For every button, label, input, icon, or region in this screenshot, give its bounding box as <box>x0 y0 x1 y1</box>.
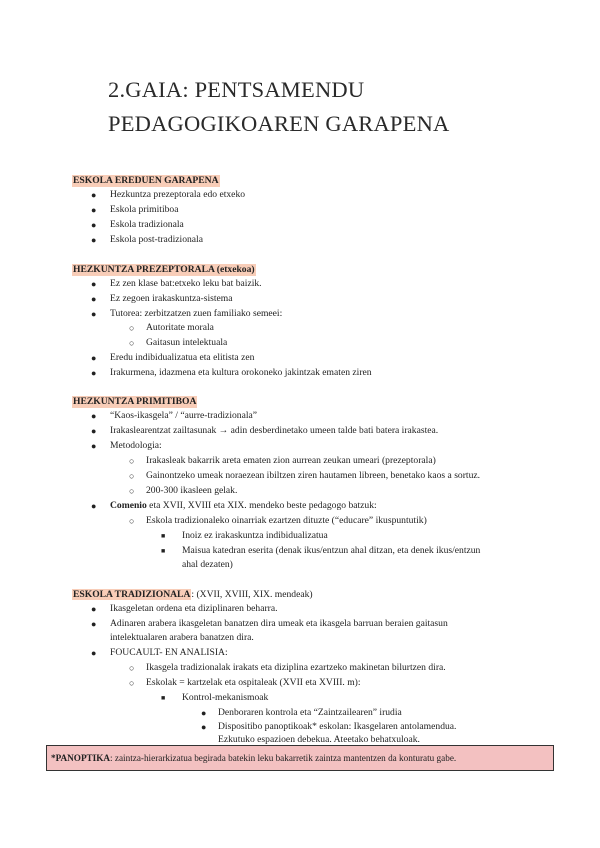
hollow-bullet-icon: ○ <box>129 471 135 481</box>
hollow-bullet-icon: ○ <box>129 516 135 526</box>
hollow-bullet-icon: ○ <box>129 456 135 466</box>
bullet-icon: ● <box>91 619 97 629</box>
panoptika-note <box>46 745 554 771</box>
list-item: Adinaren arabera ikasgeletan banatzen dira umeak eta ikasgela barruan beraien gaitasun <box>110 618 448 629</box>
bullet-icon: ● <box>91 294 97 304</box>
list-item: Maisua katedran eserita (denak ikus/entzun ahal ditzan, eta denek ikus/entzun <box>182 545 481 556</box>
section-heading-hezkuntza-primitiboa: HEZKUNTZA PRIMITIBOA <box>73 396 197 407</box>
hollow-bullet-icon: ○ <box>129 486 135 496</box>
hollow-bullet-icon: ○ <box>129 663 135 673</box>
list-item: Eskola tradizionala <box>110 219 184 230</box>
list-item: Irakurmena, idazmena eta kultura orokoneko jakintzak ematen ziren <box>110 367 372 378</box>
title-line-1: 2.GAIA: PENTSAMENDU <box>108 77 365 102</box>
comenio-name: Comenio <box>110 500 147 511</box>
list-item: 200-300 ikasleen gelak. <box>146 485 238 496</box>
list-item <box>110 500 377 512</box>
section-heading-eskola-ereduen: ESKOLA EREDUEN GARAPENA <box>73 175 219 186</box>
heading-highlight: ESKOLA TRADIZIONALA <box>73 589 191 600</box>
bullet-icon: ● <box>91 604 97 614</box>
hollow-bullet-icon: ○ <box>129 323 135 333</box>
list-item: Dispositibo panoptikoak* eskolan: Ikasgelaren antolamendua. <box>218 721 457 732</box>
list-item-continuation: Ezkutuko espazioen debekua. Ateetako behatxuloak. <box>218 734 420 745</box>
bullet-icon: ● <box>91 501 97 511</box>
bullet-icon: ● <box>91 235 97 245</box>
title-line-2: PEDAGOGIKOAREN GARAPENA <box>108 111 450 136</box>
page-title <box>108 73 548 141</box>
list-item: Ikasgela tradizionalak irakats eta diziplina ezartzeko makinetan bilurtzen dira. <box>146 662 446 673</box>
note-text: : zaintza-hierarkizatua begirada batekin leku bakarretik zaintza mantentzen da konturatu gabe. <box>110 753 457 763</box>
bullet-icon: ● <box>91 368 97 378</box>
bullet-icon: ● <box>91 441 97 451</box>
list-item: Ikasgeletan ordena eta diziplinaren beharra. <box>110 603 278 614</box>
bullet-icon: ● <box>91 190 97 200</box>
list-item: Eredu indibidualizatua eta elitista zen <box>110 352 255 363</box>
bullet-icon: ● <box>91 205 97 215</box>
list-item: Ez zegoen irakaskuntza-sistema <box>110 293 233 304</box>
bullet-icon: ● <box>91 220 97 230</box>
hollow-bullet-icon: ○ <box>129 338 135 348</box>
bullet-icon: ● <box>91 279 97 289</box>
bullet-icon: ● <box>201 722 207 732</box>
list-item: Ez zen klase bat:etxeko leku bat baizik. <box>110 278 262 289</box>
note-label: *PANOPTIKA <box>51 753 111 763</box>
list-item-continuation: intelektualaren arabera banatzen dira. <box>110 632 254 643</box>
list-item-continuation: ahal dezaten) <box>182 559 233 570</box>
section-heading-hezkuntza-prezeptorala: HEZKUNTZA PREZEPTORALA (etxekoa) <box>73 264 255 275</box>
list-item: Eskola tradizionaleko oinarriak ezartzen dituzte (“educare” ikuspuntutik) <box>146 515 427 526</box>
bullet-icon: ● <box>201 708 207 718</box>
square-bullet-icon: ■ <box>161 547 166 555</box>
list-item: Metodologia: <box>110 440 162 451</box>
list-item: Denboraren kontrola eta “Zaintzailearen” irudia <box>218 707 402 718</box>
bullet-icon: ● <box>91 309 97 319</box>
list-item: Inoiz ez irakaskuntza indibidualizatua <box>182 530 328 541</box>
list-item: Eskola post-tradizionala <box>110 234 203 245</box>
list-item: Gainontzeko umeak noraezean ibiltzen ziren hautamen libreen, benetako kaos a sortuz. <box>146 470 481 481</box>
list-item: Kontrol-mekanismoak <box>182 692 269 703</box>
comenio-rest: eta XVII, XVIII eta XIX. mendeko beste pedagogo batzuk: <box>146 500 377 511</box>
list-item: Tutorea: zerbitzatzen zuen familiako semeei: <box>110 308 283 319</box>
bullet-icon: ● <box>91 648 97 658</box>
hollow-bullet-icon: ○ <box>129 678 135 688</box>
list-item: Irakasleak bakarrik areta ematen zion aurrean zeukan umeari (prezeptorala) <box>146 455 436 466</box>
bullet-icon: ● <box>91 411 97 421</box>
square-bullet-icon: ■ <box>161 532 166 540</box>
bullet-icon: ● <box>91 426 97 436</box>
section-heading-eskola-tradizionala <box>72 589 313 601</box>
list-item: Gaitasun intelektuala <box>146 337 228 348</box>
list-item: “Kaos-ikasgela” / “aurre-tradizionala” <box>110 410 258 421</box>
bullet-icon: ● <box>91 353 97 363</box>
list-item: Eskola primitiboa <box>110 204 179 215</box>
list-item: Irakaslearentzat zailtasunak → adin desberdinetako umeen talde bati batera irakastea. <box>110 425 439 436</box>
list-item: Hezkuntza prezeptorala edo etxeko <box>110 189 246 200</box>
heading-rest: : (XVII, XVIII, XIX. mendeak) <box>191 589 313 600</box>
list-item: FOUCAULT- EN ANALISIA: <box>110 647 228 658</box>
list-item: Autoritate morala <box>146 322 214 333</box>
square-bullet-icon: ■ <box>161 694 166 702</box>
list-item: Eskolak = kartzelak eta ospitaleak (XVII eta XVIII. m): <box>146 677 361 688</box>
